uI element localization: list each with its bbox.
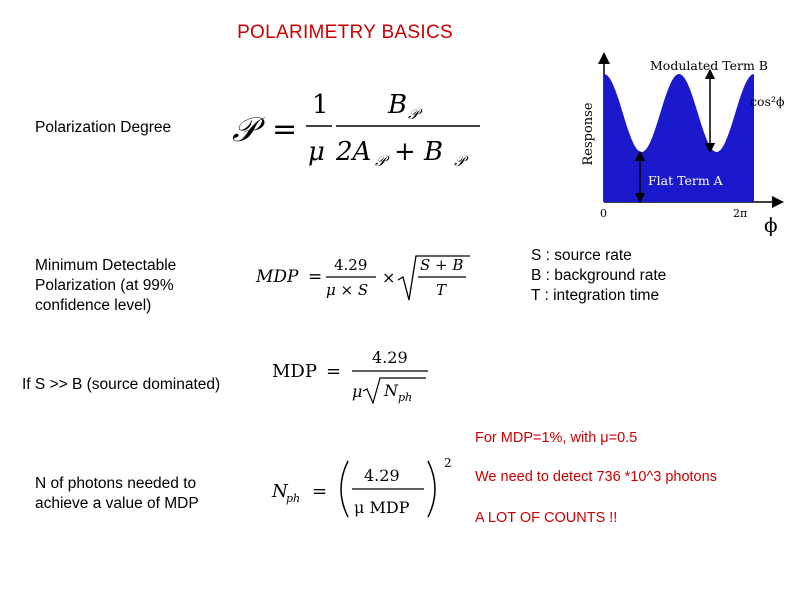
variable-legend [531, 246, 666, 306]
plot-y-label: Response [581, 102, 596, 166]
svg-text:=: = [326, 361, 342, 382]
photons-label-line1: N of photons needed to [35, 475, 197, 492]
photons-label-line2: achieve a value of MDP [35, 495, 199, 512]
formula-denom-2a: 2A [336, 137, 372, 167]
photons-formula-den: μ MDP [354, 498, 410, 517]
polarization-degree-label: Polarization Degree [35, 119, 172, 136]
formula-denom-plus-b: + B [394, 137, 444, 167]
example-result: We need to detect 736 *10^3 photons [475, 469, 717, 485]
mdp-formula-lhs: MDP [256, 267, 299, 287]
legend-source-rate: S : source rate [531, 247, 632, 264]
example-condition: For MDP=1%, with μ=0.5 [475, 430, 638, 446]
modulated-term-label: Modulated Term B [650, 58, 768, 73]
mdp-formula-num: 4.29 [334, 256, 368, 274]
formula-bp-num: B [388, 90, 408, 120]
mdp-sd-n: N [384, 381, 398, 400]
svg-text:=: = [308, 267, 323, 287]
formula-mu: μ [308, 137, 325, 167]
plot-x-label: ϕ [764, 213, 778, 237]
photons-formula-n: N [272, 481, 288, 502]
mdp-sd-num: 4.29 [372, 348, 408, 367]
mdp-label-line3: confidence level) [35, 297, 152, 314]
formula-denom-sub1: 𝒫 [375, 152, 386, 170]
mdp-sd-ph: ph [398, 391, 413, 404]
formula-one: 1 [312, 90, 329, 120]
formula-denom-sub2: 𝒫 [454, 152, 465, 170]
svg-text:=: = [312, 481, 328, 502]
mdp-source-dominated-formula [268, 343, 438, 409]
photons-formula [268, 455, 460, 523]
mdp-sd-lhs: MDP [272, 361, 317, 382]
formula-p-symbol: 𝒫 [232, 110, 257, 150]
plot-x-tick-2pi: 2π [733, 207, 748, 220]
example-conclusion: A LOT OF COUNTS !! [475, 510, 618, 526]
polarization-degree-formula [228, 85, 488, 175]
mdp-label-line1: Minimum Detectable [35, 257, 177, 274]
photons-formula-exp: 2 [444, 456, 452, 470]
mdp-label [35, 256, 176, 316]
mdp-formula-sqrt-den: T [436, 281, 447, 299]
cos-squared-label: cos²ϕ [750, 94, 785, 109]
photons-label [35, 474, 199, 514]
page-title: POLARIMETRY BASICS [237, 22, 453, 43]
modulation-curve-plot [578, 52, 790, 238]
photons-formula-num: 4.29 [364, 466, 400, 485]
photons-formula-ph: ph [286, 492, 301, 505]
svg-text:×: × [382, 268, 396, 287]
legend-integration-time: T : integration time [531, 287, 660, 304]
formula-bp-num-sub: 𝒫 [408, 105, 419, 123]
legend-background-rate: B : background rate [531, 267, 667, 284]
mdp-label-line2: Polarization (at 99% [35, 277, 174, 294]
mdp-formula-sqrt-num: S + B [420, 256, 464, 274]
mdp-formula [250, 250, 480, 306]
plot-x-tick-0: 0 [600, 207, 607, 220]
source-dominated-label: If S >> B (source dominated) [22, 376, 221, 393]
mdp-sd-mu: μ [352, 382, 363, 401]
mdp-formula-den: μ × S [326, 281, 369, 299]
formula-equals: = [272, 112, 298, 147]
flat-term-label: Flat Term A [648, 173, 723, 188]
